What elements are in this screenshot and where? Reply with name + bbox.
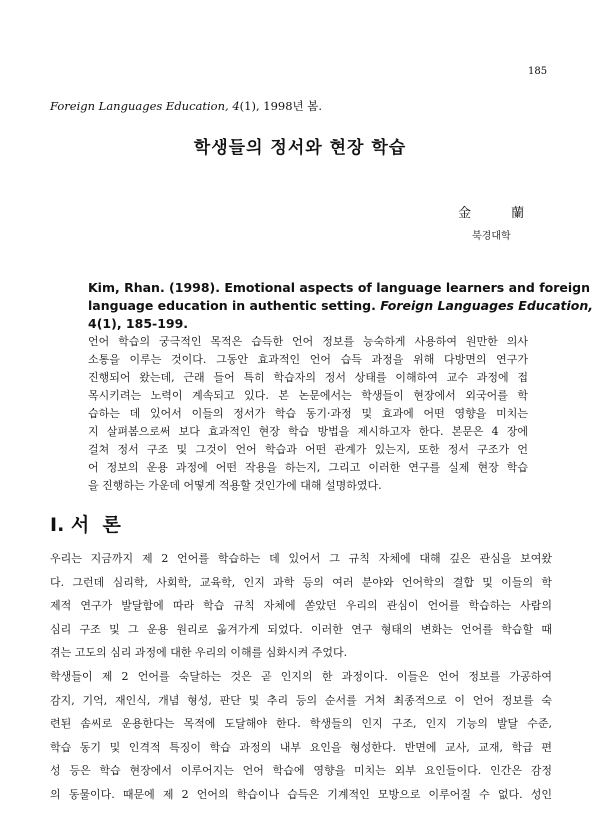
- abstract: [88, 333, 528, 495]
- citation-line: 4(1), 185-199.: [88, 316, 189, 331]
- body-line: 학습 동기 및 인격적 특징이 학습 과정의 내부 요인을 형성한다. 반면에 교사, 교재, 학급 편: [50, 740, 552, 754]
- abstract-line: 을 진행하는 가운데 어떻게 적용할 것인가에 대해 설명하였다.: [88, 479, 382, 492]
- abstract-line: 언어 학습의 궁극적인 목적은 습득한 언어 정보를 능숙하게 사용하여 원만한 의사: [88, 335, 528, 348]
- citation: [88, 279, 594, 333]
- body-line: 련된 솜씨로 운용한다는 목적에 도달해야 한다. 학생들의 인지 구조, 인지 기능의 발달 수준,: [50, 717, 552, 731]
- body-text: [50, 547, 552, 807]
- journal-issue-year: (1), 1998년 봄.: [239, 99, 323, 113]
- citation-line: Kim, Rhan. (1998). Emotional aspects of language learners and foreign: [88, 280, 591, 295]
- abstract-line: 소통을 이루는 것이다. 그동안 효과적인 언어 습득 과정을 위해 다방면의 연구가: [88, 353, 528, 366]
- body-line: 다. 그런데 심리학, 사회학, 교육학, 인지 과학 등의 여러 분야와 언어학의 결합 및 이들의 학: [50, 575, 552, 589]
- citation-title-part: language education in authentic setting.: [88, 298, 376, 313]
- abstract-line: 걸쳐 정서 구조 및 그것이 언어 학습과 어떤 관계가 있는지, 또한 정서 구조가 언: [88, 443, 528, 456]
- citation-journal: Foreign Languages Education,: [380, 298, 594, 313]
- section-heading: I. 서 론: [50, 514, 121, 536]
- body-line: 성 등은 학습 현장에서 이루어지는 언어 학습에 영향을 미치는 외부 요인들이다. 인간은 감정: [50, 764, 552, 778]
- journal-volume: 4: [232, 99, 240, 113]
- body-line: 심리 구조 및 그 운용 원리로 옮겨가게 되었다. 이러한 연구 형태의 변화는 언어를 학습할 때: [50, 622, 552, 636]
- abstract-line: 지 살펴봄으로써 보다 효과적인 현장 학습 방법을 제시하고자 한다. 본문은 4 장에: [88, 425, 528, 438]
- journal-name: Foreign Languages Education,: [50, 99, 229, 113]
- body-line: 감지, 기억, 재인식, 개념 형성, 판단 및 추리 등의 순서를 거쳐 최종적으로 이 언어 정보를 숙: [50, 693, 552, 707]
- abstract-line: 습하는 데 있어서 이들의 정서가 학습 동기·과정 및 효과에 어떤 영향을 미치는: [88, 407, 528, 420]
- abstract-line: 목시키려는 노력이 계속되고 있다. 본 논문에서는 학생들이 현장에서 외국어를 학: [88, 389, 528, 402]
- body-line: 제적 연구가 발달함에 따라 학습 규칙 자체에 쏟았던 우리의 관심이 언어를 학습하는 사람의: [50, 599, 552, 613]
- author-affiliation: 북경대학: [472, 231, 511, 242]
- journal-reference: [50, 98, 322, 114]
- citation-line: [88, 297, 594, 315]
- author-name: 金 蘭: [458, 206, 543, 221]
- paper-title: 학생들의 정서와 현장 학습: [193, 138, 407, 158]
- body-line: 학생들이 제 2 언어를 숙달하는 것은 곧 인지의 한 과정이다. 이들은 언어 정보를 가공하여: [50, 669, 552, 683]
- body-line: 우리는 지금까지 제 2 언어를 학습하는 데 있어서 그 규칙 자체에 대해 깊은 관심을 보여왔: [50, 552, 552, 565]
- body-line: 겪는 고도의 심리 과정에 대한 우리의 이해를 심화시켜 주었다.: [50, 646, 348, 660]
- abstract-line: 어 정보의 운용 과정에 어떤 작용을 하는지, 그리고 이러한 연구를 실제 현장 학습: [88, 461, 528, 474]
- abstract-line: 진행되어 왔는데, 근래 들어 특히 학습자의 정서 상태를 이해하여 교수 과정에 접: [88, 371, 528, 384]
- body-line: 의 동물이다. 때문에 제 2 언어의 학습이나 습득은 기계적인 모방으로 이루어질 수 없다. 성인: [50, 787, 552, 801]
- page-number: 185: [528, 66, 548, 77]
